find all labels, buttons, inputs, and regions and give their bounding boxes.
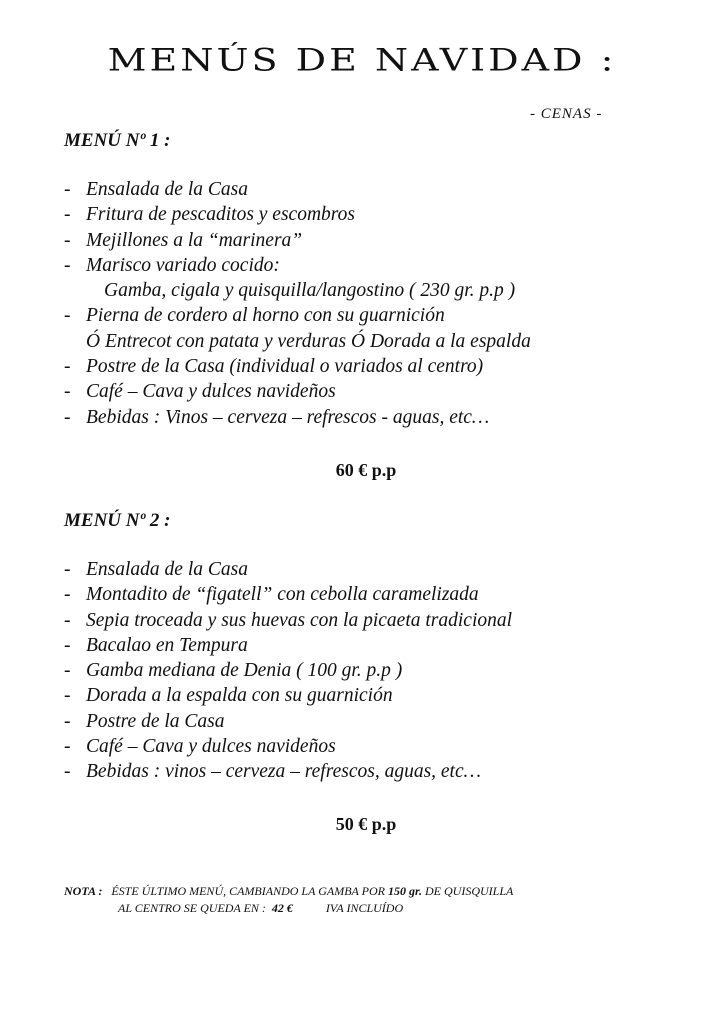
menu-item-text: Gamba mediana de Denia ( 100 gr. p.p ) [86,660,403,682]
menu-item [64,759,512,784]
menu-item-text: Bebidas : vinos – cerveza – refrescos, aguas, etc… [86,761,481,783]
note-quantity: 150 gr. [387,884,422,898]
menu-item-text: Postre de la Casa [86,710,225,732]
menu-item [64,379,531,404]
menu-item [64,228,531,253]
bullet-dash: - [64,710,71,732]
menu-item [64,177,531,202]
note-text-1b: DE QUISQUILLA [425,884,514,898]
menu-item-text: Mejillones a la “marinera” [86,229,303,251]
menu-item-text: Montadito de “figatell” con cebolla caramelizada [86,584,479,606]
note-label: NOTA : [64,884,103,898]
menu-item [64,329,531,354]
bullet-dash: - [64,559,71,580]
menu-item-text: Sepia troceada y sus huevas con la picaeta tradicional [86,609,513,631]
menu-item-text: Pierna de cordero al horno con su guarnición [86,305,445,327]
bullet-dash: - [64,736,71,758]
menu-item [64,303,531,328]
bullet-dash: - [64,660,71,682]
bullet-dash: - [64,254,71,276]
bullet-dash: - [64,179,71,200]
menu-item [64,405,531,430]
menu-item [64,278,531,303]
note [64,883,513,917]
menu-item [64,354,531,379]
meal-subtitle: - CENAS - [530,106,603,122]
menu-item-text: Postre de la Casa (individual o variados al centro) [86,356,484,378]
bullet-dash: - [64,685,71,707]
menu-item-text: Café – Cava y dulces navideños [86,736,336,758]
bullet-dash: - [64,305,71,327]
menu-item-text: Ensalada de la Casa [86,559,248,580]
menu-1-items [64,177,531,430]
bullet-dash: - [64,634,71,656]
bullet-dash: - [64,761,71,783]
menu-item-text: Bebidas : Vinos – cerveza – refrescos - aguas, etc… [86,406,490,428]
menu-1-title: MENÚ Nº 1 : [64,130,171,151]
page-title: MENÚS DE NAVIDAD : [107,42,617,79]
bullet-dash: - [64,406,71,428]
note-line-2 [64,900,513,917]
menu-2-title: MENÚ Nº 2 : [64,510,171,531]
bullet-dash: - [64,584,71,606]
menu-item-text: Ó Entrecot con patata y verduras Ó Dorada a la espalda [86,330,531,352]
menu-item [64,608,512,633]
bullet-dash: - [64,204,71,226]
menu-item [64,734,512,759]
menu-item [64,582,512,607]
menu-1-price: 60 € p.p [335,460,397,480]
bullet-dash: - [64,381,71,403]
note-price: 42 € [271,901,293,915]
menu-item-text: Marisco variado cocido: [86,254,280,276]
bullet-dash: - [64,229,71,251]
menu-item-text: Fritura de pescaditos y escombros [86,204,355,226]
menu-item [64,633,512,658]
menu-item-text: Ensalada de la Casa [86,179,248,200]
menu-item [64,683,512,708]
menu-item-text: Café – Cava y dulces navideños [86,381,336,403]
menu-item-text: Dorada a la espalda con su guarnición [86,685,393,707]
menu-item [64,658,512,683]
note-text-2b: IVA INCLUÍDO [325,901,404,915]
menu-item-text: Gamba, cigala y quisquilla/langostino ( 230 gr. p.p ) [104,280,516,302]
menu-item [64,202,531,227]
menu-item [64,253,531,278]
note-text-2a: AL CENTRO SE QUEDA EN : [118,901,266,915]
menu-2-items [64,557,512,785]
menu-item-text: Bacalao en Tempura [86,634,248,656]
menu-item [64,709,512,734]
note-text-1a: ÉSTE ÚLTIMO MENÚ, CAMBIANDO LA GAMBA POR [111,884,385,898]
bullet-dash: - [64,609,71,631]
menu-item [64,557,512,582]
note-line-1 [64,883,513,900]
menu-2-price: 50 € p.p [335,814,397,834]
bullet-dash: - [64,356,71,378]
